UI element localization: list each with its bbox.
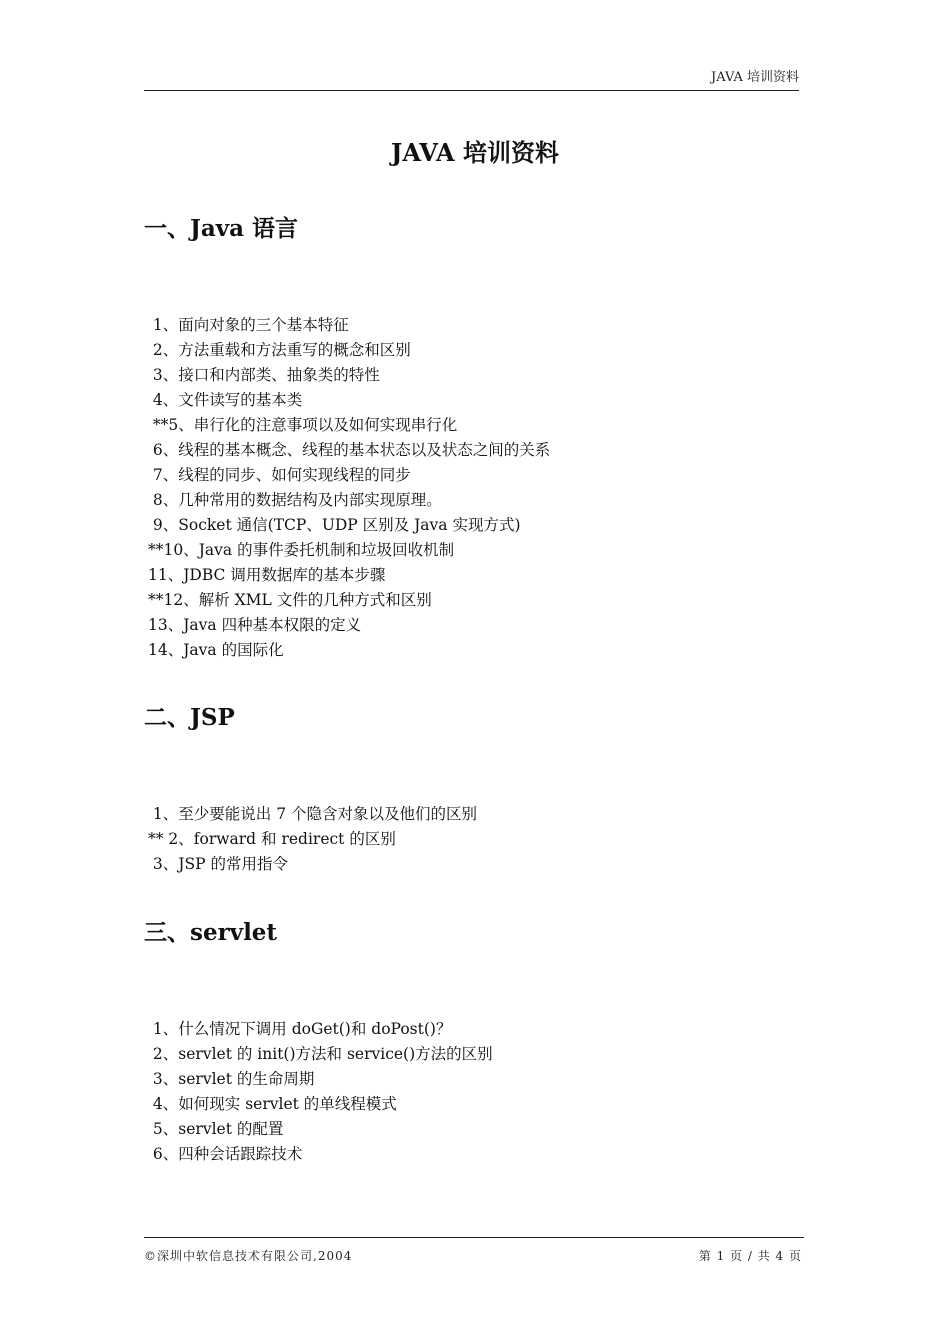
servlet-topic-list: [148, 1017, 493, 1167]
list-item: **10、Java 的事件委托机制和垃圾回收机制: [148, 541, 455, 559]
list-item: 8、几种常用的数据结构及内部实现原理。: [148, 491, 442, 509]
footer-divider: [144, 1237, 804, 1238]
list-item: 2、方法重载和方法重写的概念和区别: [148, 341, 411, 359]
list-item: 6、四种会话跟踪技术: [148, 1145, 303, 1163]
section-heading-java: 一、Java 语言: [144, 215, 299, 242]
list-item: 1、至少要能说出 7 个隐含对象以及他们的区别: [148, 805, 478, 823]
document-title: JAVA 培训资料: [391, 138, 559, 167]
section-heading-servlet: 三、servlet: [144, 919, 278, 946]
list-item: 3、接口和内部类、抽象类的特性: [148, 366, 380, 384]
header-divider: [144, 90, 799, 91]
list-item: 14、Java 的国际化: [148, 641, 284, 659]
list-item: 7、线程的同步、如何实现线程的同步: [148, 466, 411, 484]
footer-copyright: ©深圳中软信息技术有限公司,2004: [144, 1249, 353, 1263]
list-item: 1、面向对象的三个基本特征: [148, 316, 349, 334]
running-header: JAVA 培训资料: [711, 70, 799, 85]
section-heading-jsp: 二、JSP: [144, 704, 235, 731]
list-item: ** 2、forward 和 redirect 的区别: [148, 830, 396, 848]
list-item: 3、JSP 的常用指令: [148, 855, 288, 873]
footer-page-number: 第 1 页 / 共 4 页: [698, 1249, 802, 1263]
list-item: 5、servlet 的配置: [148, 1120, 284, 1138]
list-item: 4、文件读写的基本类: [148, 391, 303, 409]
jsp-topic-list: [148, 802, 477, 877]
list-item: 13、Java 四种基本权限的定义: [148, 616, 362, 634]
list-item: 6、线程的基本概念、线程的基本状态以及状态之间的关系: [148, 441, 551, 459]
java-topic-list: [148, 313, 550, 663]
list-item: 11、JDBC 调用数据库的基本步骤: [148, 566, 386, 584]
list-item: 9、Socket 通信(TCP、UDP 区别及 Java 实现方式): [148, 516, 521, 534]
list-item: **12、解析 XML 文件的几种方式和区别: [148, 591, 432, 609]
list-item: 3、servlet 的生命周期: [148, 1070, 315, 1088]
list-item: 1、什么情况下调用 doGet()和 doPost()？: [148, 1020, 452, 1038]
list-item: 2、servlet 的 init()方法和 service()方法的区别: [148, 1045, 493, 1063]
list-item: 4、如何现实 servlet 的单线程模式: [148, 1095, 397, 1113]
list-item: **5、串行化的注意事项以及如何实现串行化: [148, 416, 458, 434]
